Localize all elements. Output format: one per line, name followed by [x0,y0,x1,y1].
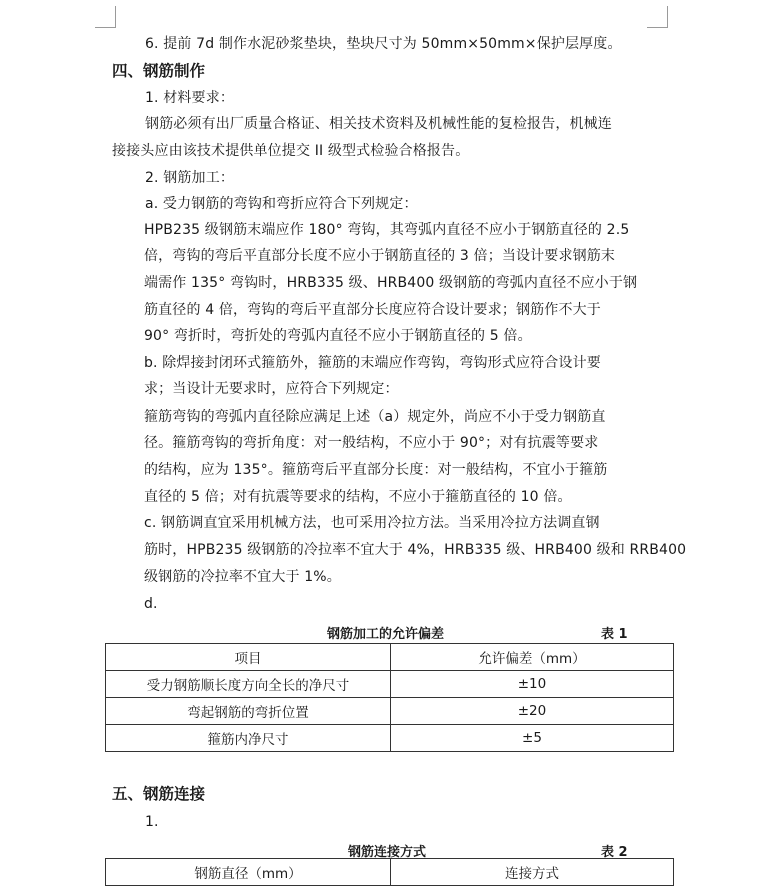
tolerance-table [105,643,674,752]
table-caption: 钢筋连接方式 [348,845,427,860]
paragraph-line: 端需作 135° 弯钩时，HRB335 级、HRB400 级钢筋的弯弧内直径不应小于钢 [144,275,638,291]
paragraph-line: 级钢筋的冷拉率不宜大于 1%。 [144,569,341,585]
paragraph-line: 径。箍筋弯钩的弯折角度：对一般结构，不应小于 90°；对有抗震等要求 [144,435,599,451]
paragraph-line: 求；当设计无要求时，应符合下列规定： [144,381,399,397]
table-header-cell: 允许偏差（mm） [391,644,674,671]
paragraph-line: 筋时，HPB235 级钢筋的冷拉率不宜大于 4%，HRB335 级、HRB400 级和 RRB400 [144,542,687,558]
paragraph-line: 6. 提前 7d 制作水泥砂浆垫块，垫块尺寸为 50mm×50mm×保护层厚度。 [145,36,622,52]
table-caption: 钢筋加工的允许偏差 [327,627,445,642]
paragraph-line: HPB235 级钢筋末端应作 180° 弯钩，其弯弧内直径不应小于钢筋直径的 2.5 [144,222,630,238]
paragraph-line: 筋直径的 4 倍，弯钩的弯后平直部分长度应符合设计要求；钢筋作不大于 [144,302,601,318]
paragraph-line: 钢筋必须有出厂质量合格证、相关技术资料及机械性能的复检报告，机械连 [145,116,612,132]
paragraph-line: d. [144,596,158,612]
margin-corner-mark [647,27,667,28]
paragraph-line: a. 受力钢筋的弯钩和弯折应符合下列规定： [145,196,418,212]
table-number: 表 1 [601,627,628,642]
table-cell: 弯起钢筋的弯折位置 [106,698,391,725]
paragraph-line: 2. 钢筋加工： [145,170,235,186]
table-row [106,698,674,725]
margin-corner-mark [95,27,115,28]
table-number: 表 2 [601,845,628,860]
paragraph-line: 倍，弯钩的弯后平直部分长度不应小于钢筋直径的 3 倍；当设计要求钢筋末 [144,248,616,264]
section-heading: 五、钢筋连接 [112,785,206,803]
paragraph-line: 接接头应由该技术提供单位提交 II 级型式检验合格报告。 [112,143,470,159]
paragraph-line: 1. [145,814,159,830]
margin-corner-mark [95,6,116,28]
table-cell: ±5 [391,725,674,752]
table-cell: 受力钢筋顺长度方向全长的净尺寸 [106,671,391,698]
table-cell: ±10 [391,671,674,698]
paragraph-line: c. 钢筋调直宜采用机械方法，也可采用冷拉方法。当采用冷拉方法调直钢 [144,515,600,531]
table-header-cell: 钢筋直径（mm） [106,859,391,886]
table-header-cell: 连接方式 [391,859,674,886]
margin-corner-mark [667,6,688,28]
table-header-row [106,644,674,671]
table-cell: 箍筋内净尺寸 [106,725,391,752]
table-row [106,671,674,698]
table-row [106,725,674,752]
paragraph-line: 90° 弯折时，弯折处的弯弧内直径不应小于钢筋直径的 5 倍。 [144,328,532,344]
table-header-cell: 项目 [106,644,391,671]
paragraph-line: 直径的 5 倍；对有抗震等要求的结构，不应小于箍筋直径的 10 倍。 [144,489,572,505]
paragraph-line: 的结构，应为 135°。箍筋弯后平直部分长度：对一般结构，不宜小于箍筋 [144,462,608,478]
paragraph-line: b. 除焊接封闭环式箍筋外，箍筋的末端应作弯钩，弯钩形式应符合设计要 [144,355,601,371]
connection-table [105,858,674,886]
paragraph-line: 箍筋弯钩的弯弧内直径除应满足上述（a）规定外，尚应不小于受力钢筋直 [144,409,606,425]
table-cell: ±20 [391,698,674,725]
paragraph-line: 1. 材料要求： [145,90,235,106]
table-header-row [106,859,674,886]
section-heading: 四、钢筋制作 [112,62,206,80]
